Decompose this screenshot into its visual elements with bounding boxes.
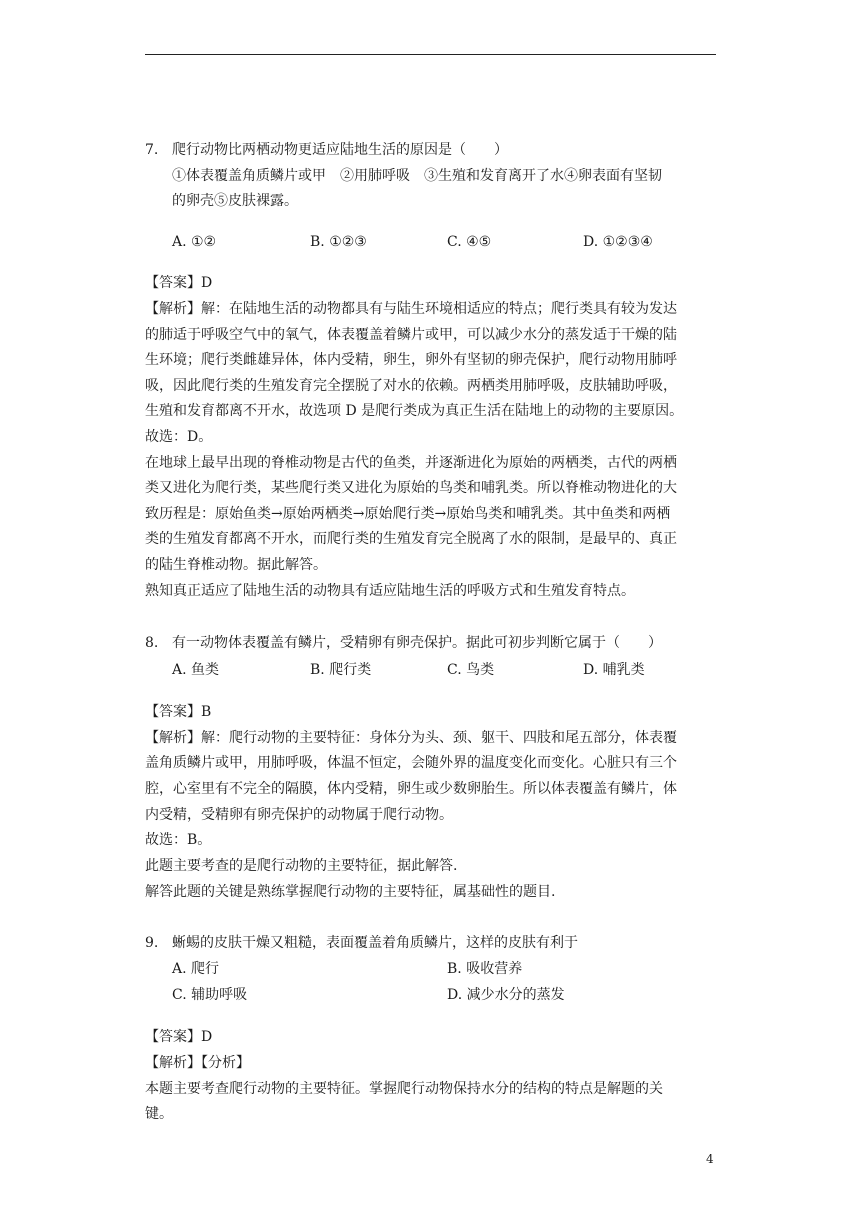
option-a: A. ①② [172,234,217,250]
question-number: 7. [145,142,159,158]
option-c: C. ④⑤ [447,234,492,250]
question-stem: 爬行动物比两栖动物更适应陆地生活的原因是（ ） [172,142,508,158]
analysis-line: 吸，因此爬行类的生殖发育完全摆脱了对水的依赖。两栖类用肺呼吸，皮肤辅助呼吸， [145,378,677,394]
answer: 【答案】D [145,1029,213,1045]
option-d: D. 减少水分的蒸发 [447,987,565,1003]
analysis-line: 盖角质鳞片或甲，用肺呼吸，体温不恒定，会随外界的温度变化而变化。心脏只有三个 [145,755,677,771]
analysis-line: 本题主要考查爬行动物的主要特征。掌握爬行动物保持水分的结构的特点是解题的关 [145,1081,663,1097]
analysis-line: 的肺适于呼吸空气中的氧气，体表覆盖着鳞片或甲，可以减少水分的蒸发适于干燥的陆 [145,327,677,343]
question-sub-line: ①体表覆盖角质鳞片或甲 ②用肺呼吸 ③生殖和发育离开了水④卵表面有坚韧 [172,168,662,184]
analysis-line: 此题主要考查的是爬行动物的主要特征，据此解答. [145,858,458,874]
question-stem: 蜥蜴的皮肤干燥又粗糙，表面覆盖着角质鳞片，这样的皮肤有利于 [172,935,578,951]
question-number: 8. [145,635,159,651]
analysis-line: 生环境；爬行类雌雄异体，体内受精，卵生，卵外有坚韧的卵壳保护，爬行动物用肺呼 [145,352,677,368]
option-d: D. 哺乳类 [583,662,645,678]
analysis-line: 【解析】解：在陆地生活的动物都具有与陆生环境相适应的特点；爬行类具有较为发达 [145,301,677,317]
option-d: D. ①②③④ [583,234,653,250]
analysis-line: 键。 [145,1106,173,1122]
analysis-line: 【解析】解：爬行动物的主要特征：身体分为头、颈、躯干、四肢和尾五部分，体表覆 [145,730,677,746]
question-sub-line: 的卵壳⑤皮肤裸露。 [172,193,298,209]
page-number: 4 [706,1152,714,1166]
option-a: A. 鱼类 [172,662,220,678]
answer: 【答案】D [145,275,213,291]
analysis-line: 致历程是：原始鱼类→原始两栖类→原始爬行类→原始鸟类和哺乳类。其中鱼类和两栖 [145,506,671,522]
header-rule [145,54,716,55]
analysis-line: 故选：D。 [145,429,213,445]
analysis-line: 内受精，受精卵有卵壳保护的动物属于爬行动物。 [145,807,453,823]
question-number: 9. [145,935,159,951]
analysis-line: 类又进化为爬行类，某些爬行类又进化为原始的鸟类和哺乳类。所以脊椎动物进化的大 [145,480,677,496]
analysis-line: 类的生殖发育都离不开水，而爬行类的生殖发育完全脱离了水的限制，是最早的、真正 [145,531,677,547]
question-8 [145,633,662,653]
analysis-line: 熟知真正适应了陆地生活的动物具有适应陆地生活的呼吸方式和生殖发育特点。 [145,583,635,599]
analysis-line: 在地球上最早出现的脊椎动物是古代的鱼类，并逐渐进化为原始的两栖类，古代的两栖 [145,455,677,471]
analysis-line: 解答此题的关键是熟练掌握爬行动物的主要特征，属基础性的题目. [145,884,556,900]
option-c: C. 鸟类 [447,662,495,678]
question-9 [145,933,578,953]
question-stem: 有一动物体表覆盖有鳞片，受精卵有卵壳保护。据此可初步判断它属于（ ） [172,635,662,651]
question-7 [145,140,508,160]
analysis-line: 故选：B。 [145,832,212,848]
option-b: B. 吸收营养 [447,961,523,977]
analysis-line: 【解析】【分析】 [145,1055,250,1071]
analysis-line: 腔，心室里有不完全的隔膜，体内受精，卵生或少数卵胎生。所以体表覆盖有鳞片，体 [145,781,677,797]
option-b: B. 爬行类 [310,662,372,678]
analysis-line: 的陆生脊椎动物。据此解答。 [145,557,327,573]
analysis-line: 生殖和发育都离不开水，故选项 D 是爬行类成为真正生活在陆地上的动物的主要原因。 [145,403,684,419]
option-b: B. ①②③ [310,234,367,250]
answer: 【答案】B [145,704,212,720]
option-a: A. 爬行 [172,961,220,977]
option-c: C. 辅助呼吸 [172,987,248,1003]
